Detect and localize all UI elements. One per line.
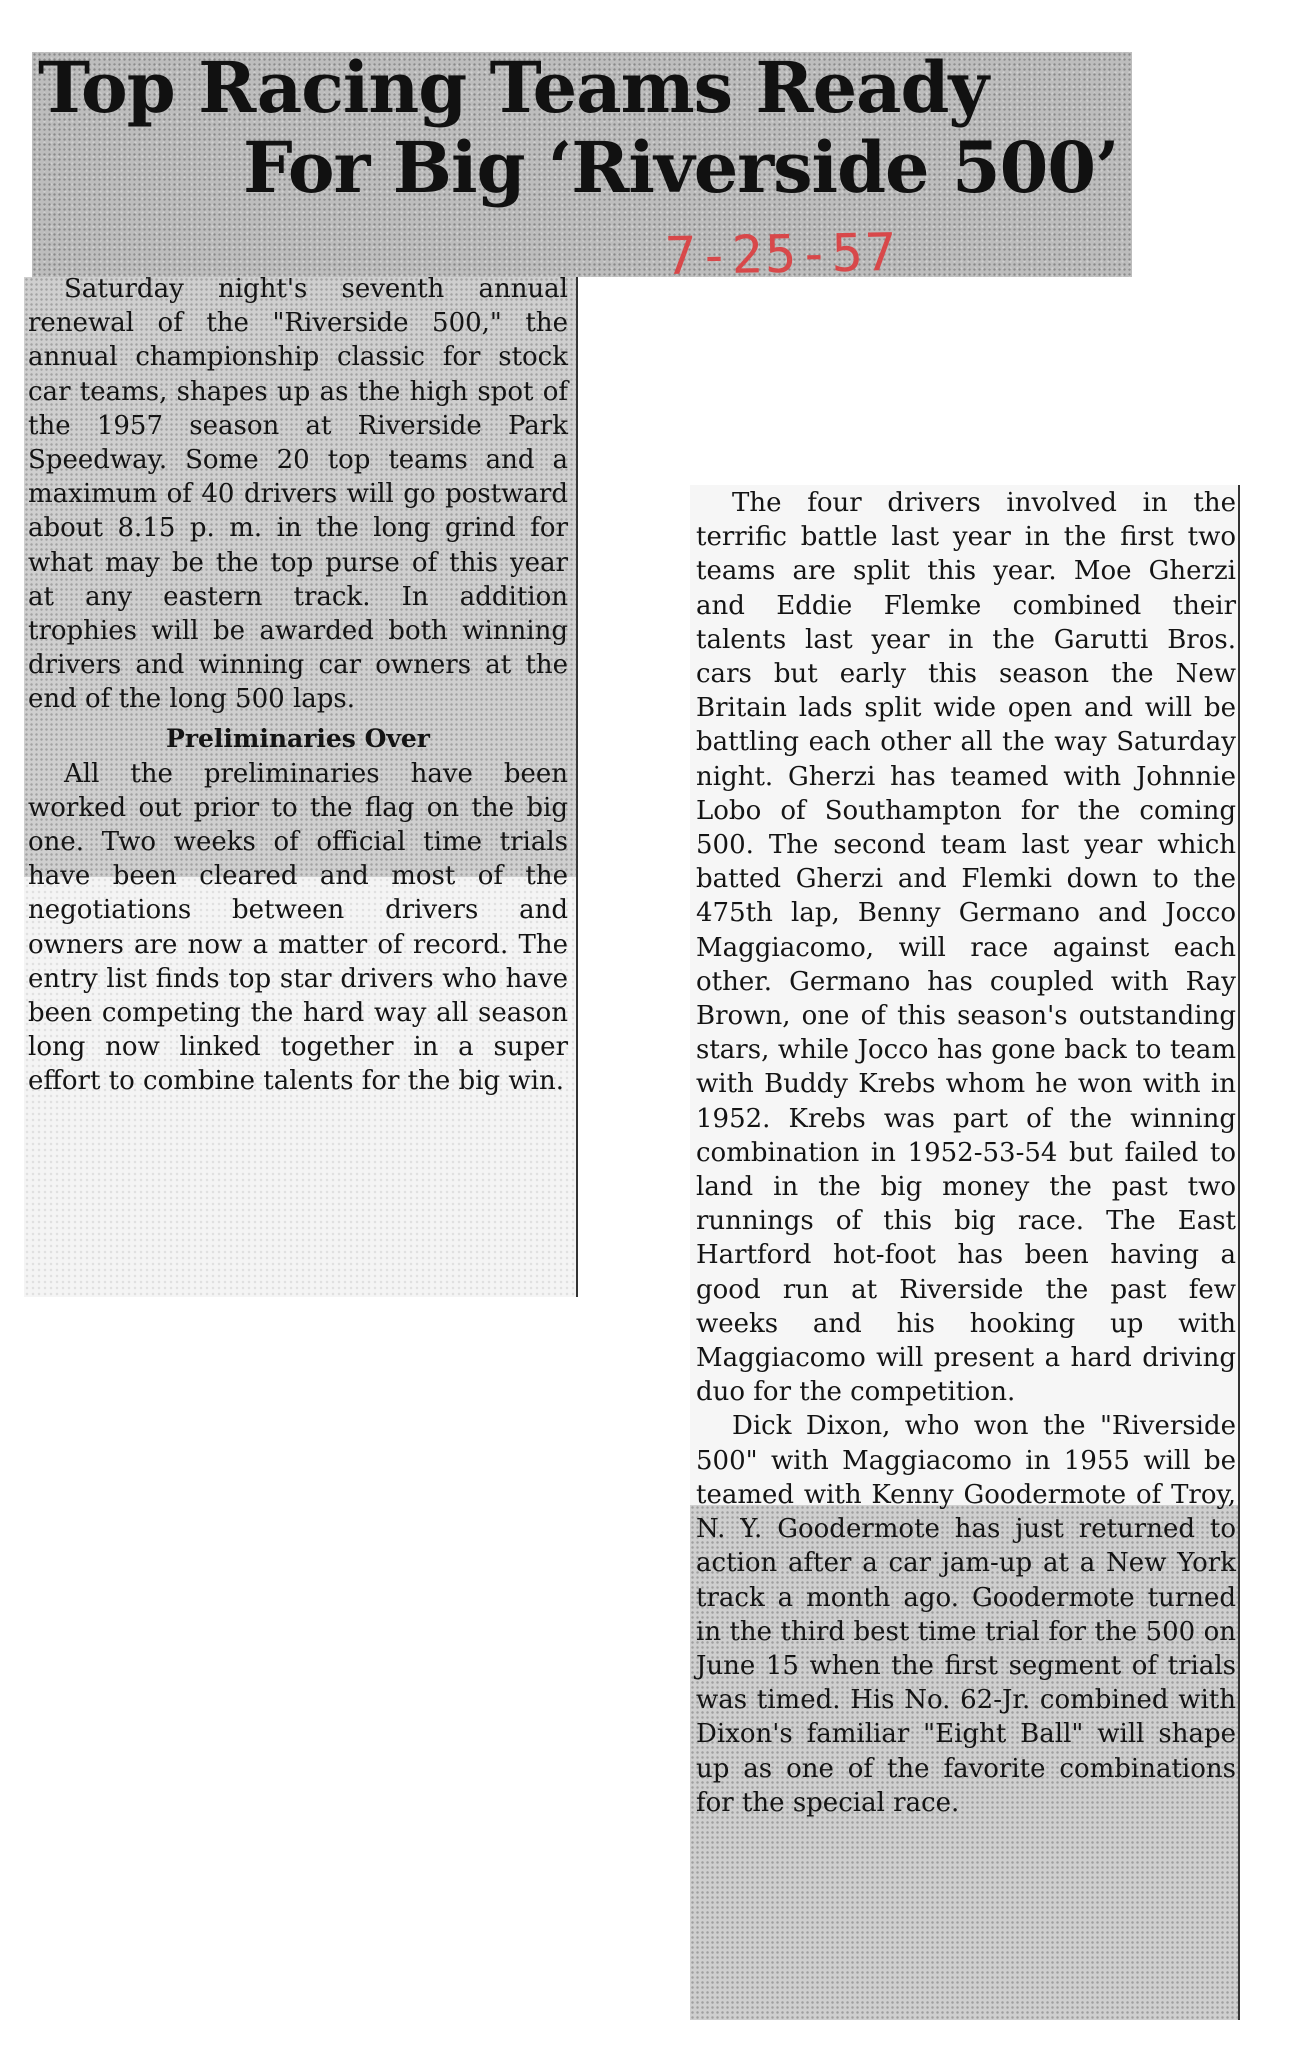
column-2-rule [1238,485,1240,2020]
column-1-rule [576,277,578,1297]
article-subheading: Preliminaries Over [166,723,430,753]
headline-line-2: For Big ‘Riverside 500’ [243,126,1119,209]
article-paragraph-1: Saturday night's seventh annual renewal of the "Riverside 500," the annual championship classic for stock car teams, shapes up as the high spot of the 1957 season at Riverside Park Speedway. Some 20 top teams and a maximum of 40 drivers will go postward about 8.15 p. m. in the long grind for what may be the top purse of this year at any eastern track. In addition trophies will be awarded both winning drivers and winning car owners at the end of the long 500 laps. [28,274,568,715]
article-headline [38,48,1128,208]
article-paragraph-4: Dick Dixon, who won the "Riverside 500" with Maggiacomo in 1955 will be teamed with Kenny Goodermote of Troy, N. Y. Goodermote has just returned to action after a car jam-up at a New York track a month ago. Goodermote turned in the third best time trial for the 500 on June 15 when the first segment of trials was timed. His No. 62-Jr. combined with Dixon's familiar "Eight Ball" will shape up as one of the favorite combinations for the special race. [696,1411,1236,1818]
article-column-1 [28,272,568,1099]
article-paragraph-2: All the preliminaries have been worked out prior to the flag on the big one. Two weeks of official time trials have been cleared and most of the negotiations between drivers and owners are now a matter of record. The entry list finds top star drivers who have been competing the hard way all season long now linked together in a super effort to combine talents for the big win. [28,758,568,1097]
article-column-2 [696,486,1236,1820]
headline-line-1: Top Racing Teams Ready [38,46,989,129]
article-paragraph-3: The four drivers involved in the terrific battle last year in the first two teams are split this year. Moe Gherzi and Eddie Flemke combined their talents last year in the Garutti Bros. cars but early this season the New Britain lads split wide open and will be battling each other all the way Saturday night. Gherzi has teamed with Johnnie Lobo of Southampton for the coming 500. The second team last year which batted Gherzi and Flemki down to the 475th lap, Benny Germano and Jocco Maggiacomo, will race against each other. Germano has coupled with Ray Brown, one of this season's outstanding stars, while Jocco has gone back to team with Buddy Krebs whom he won with in 1952. Krebs was part of the winning combination in 1952-53-54 but failed to land in the big money the past two runnings of this big race. The East Hartford hot-foot has been having a good run at Riverside the past few weeks and his hooking up with Maggiacomo will present a hard driving duo for the competition. [696,488,1236,1408]
handwritten-date: 7-25-57 [664,222,899,288]
